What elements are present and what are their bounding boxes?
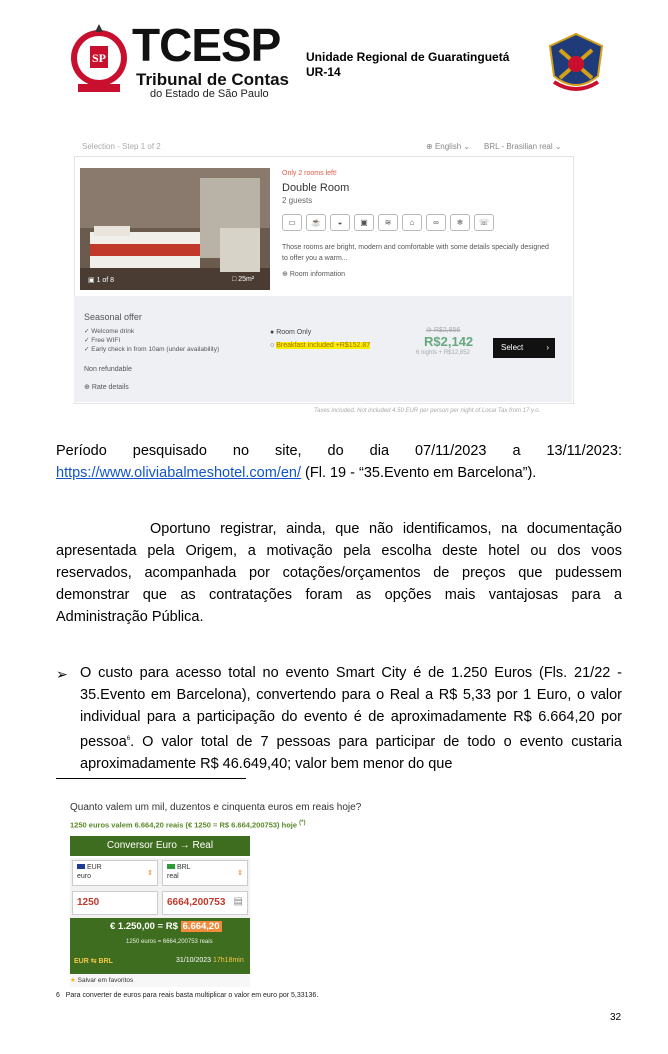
- rate-details-link[interactable]: ⊕ Rate details: [84, 384, 129, 391]
- room-description: Those rooms are bright, modern and comfortable with some details specially designed to offer you a warm...: [282, 244, 549, 262]
- copy-icon[interactable]: ▤: [233, 896, 243, 907]
- currency-selector[interactable]: BRL - Brasilian real ⌄: [484, 142, 562, 151]
- result-input[interactable]: 6664,200753 ▤: [162, 891, 248, 915]
- tcesp-subtitle-2: do Estado de São Paulo: [150, 88, 269, 100]
- eu-flag-icon: [77, 864, 85, 869]
- sort-arrows-icon: ⇕: [147, 870, 153, 877]
- plus-icon: ⊕: [84, 384, 92, 391]
- ur14-emblem-logo: [546, 32, 606, 96]
- globe-icon: ⊕: [426, 142, 435, 151]
- motivation-paragraph: Oportuno registrar, ainda, que não identificamos, na documentação apresentada pela Origem, a motivação pela escolha deste hotel ou dos voos reservados, acompanhada por cotações/orçamentos de preços que pudessem demonstrar que as contratações foram as opções mais vantajosas para a Administração Pública.: [56, 521, 622, 625]
- footnote-separator: [56, 778, 246, 779]
- safe-icon: ▣: [354, 214, 374, 231]
- converter-question: Quanto valem um mil, duzentos e cinquenta euros em reais hoje?: [70, 802, 362, 813]
- converter-title: Conversor Euro → Real: [70, 836, 250, 856]
- room-size: □ 25m²: [232, 276, 255, 283]
- offer-features: [84, 327, 219, 354]
- tcesp-brand: TCESP: [132, 19, 281, 71]
- to-currency-select[interactable]: BRL real ⇕: [162, 860, 248, 886]
- booking-step: Selection - Step 1 of 2: [82, 142, 161, 151]
- photo-counter: ▣ 1 of 8: [88, 277, 115, 284]
- search-period-paragraph: Período pesquisado no site, do dia 07/11/2023 a 13/11/2023: https://www.oliviabalmeshotel.com/en/ (Fl. 19 - “35.Evento em Barcelona”).: [56, 443, 622, 481]
- converter-answer: 1250 euros valem 6.664,20 reais (€ 1250 = R$ 6.664,200753) hoje (*): [70, 820, 306, 830]
- regional-unit-name: Unidade Regional de Guaratinguetá: [306, 50, 510, 64]
- ac-icon: ❄: [450, 214, 470, 231]
- plus-icon: ⊕: [282, 271, 290, 278]
- coffee-icon: ☕: [306, 214, 326, 231]
- tv-icon: ▭: [282, 214, 302, 231]
- room-photo[interactable]: [80, 168, 270, 290]
- non-refundable-label: Non refundable: [84, 366, 132, 373]
- footnote-ref: 6: [126, 736, 131, 742]
- feature-item: ✓ Early check in from 10am (under availability): [84, 346, 220, 353]
- save-favorites-link[interactable]: ★ Salvar em favoritos: [70, 975, 250, 987]
- select-button[interactable]: Select ›: [493, 338, 555, 358]
- feature-item: ✓ Welcome drink: [84, 328, 135, 335]
- hotel-website-link[interactable]: https://www.oliviabalmeshotel.com/en/: [56, 465, 301, 481]
- hairdryer-icon: ◒: [330, 214, 350, 231]
- amenity-icons: [282, 214, 494, 231]
- price: R$2,142: [424, 334, 474, 349]
- regional-unit-code: UR-14: [306, 65, 341, 79]
- from-currency-select[interactable]: EUR euro ⇕: [72, 860, 158, 886]
- page-number: 32: [610, 1012, 622, 1023]
- converter-result: € 1.250,00 = R$ 6.664,20: [110, 921, 220, 932]
- nights-total: 6 nights + R$12,852: [416, 350, 470, 356]
- glasses-icon: ∞: [426, 214, 446, 231]
- sp-coat-of-arms-logo: [68, 22, 130, 98]
- radio-checked-icon: ●: [270, 329, 275, 336]
- room-guests: 2 guests: [282, 196, 313, 205]
- br-flag-icon: [167, 864, 175, 869]
- phone-icon: ☏: [474, 214, 494, 231]
- chevron-right-icon: ›: [546, 343, 549, 352]
- tcesp-subtitle: Tribunal de Contas: [136, 70, 290, 89]
- bullet-arrow-icon: ➢: [56, 666, 68, 682]
- sort-arrows-icon: ⇕: [237, 870, 243, 877]
- svg-text:SP: SP: [91, 51, 107, 65]
- hotel-booking-screenshot: [74, 128, 572, 420]
- star-icon: ★: [70, 977, 76, 984]
- converter-result-detail: 1250 euros = 6664,200753 reais: [126, 939, 213, 945]
- option-breakfast[interactable]: ○ Breakfast included +R$152.87: [270, 342, 371, 349]
- currency-pair[interactable]: EUR ⇆ BRL: [74, 958, 113, 965]
- footnote: 6 Para converter de euros para reais basta multiplicar o valor em euro por 5,33136.: [56, 992, 319, 999]
- offer-title: Seasonal offer: [84, 312, 142, 322]
- event-cost-paragraph: O custo para acesso total no evento Smart City é de 1.250 Euros (Fls. 21/22 - 35.Evento em Barcelona), convertendo para o Real a R$ 5,33 por 1 Euro, o valor individual para a participação do evento é de aproximadamente R$ 6.664,20 por pessoa$^6$. O valor total de 7 pessoas para participar de todo o evento custaria aproximadamente R$ 46.649,40; valor bem menor do que: [80, 665, 622, 772]
- option-room-only[interactable]: ● Room Only: [270, 329, 312, 336]
- room-information-link[interactable]: ⊕ Room information: [282, 271, 346, 278]
- language-selector[interactable]: ⊕ English ⌄: [426, 142, 471, 151]
- radio-empty-icon: ○: [270, 342, 275, 349]
- iron-icon: ⌂: [402, 214, 422, 231]
- tax-note: Taxes included. Not included 4.50 EUR per person per night of Local Tax from 17 y.o.: [314, 408, 541, 414]
- converter-timestamp: 31/10/2023 17h18min: [176, 957, 244, 964]
- rooms-left-notice: Only 2 rooms left!: [282, 170, 337, 177]
- wifi-icon: ≋: [378, 214, 398, 231]
- feature-item: ✓ Free WIFI: [84, 337, 121, 344]
- regional-unit: [306, 50, 509, 80]
- amount-input[interactable]: 1250: [72, 891, 158, 915]
- old-price: ⊘ R$2,856: [426, 327, 461, 334]
- room-name: Double Room: [282, 182, 350, 194]
